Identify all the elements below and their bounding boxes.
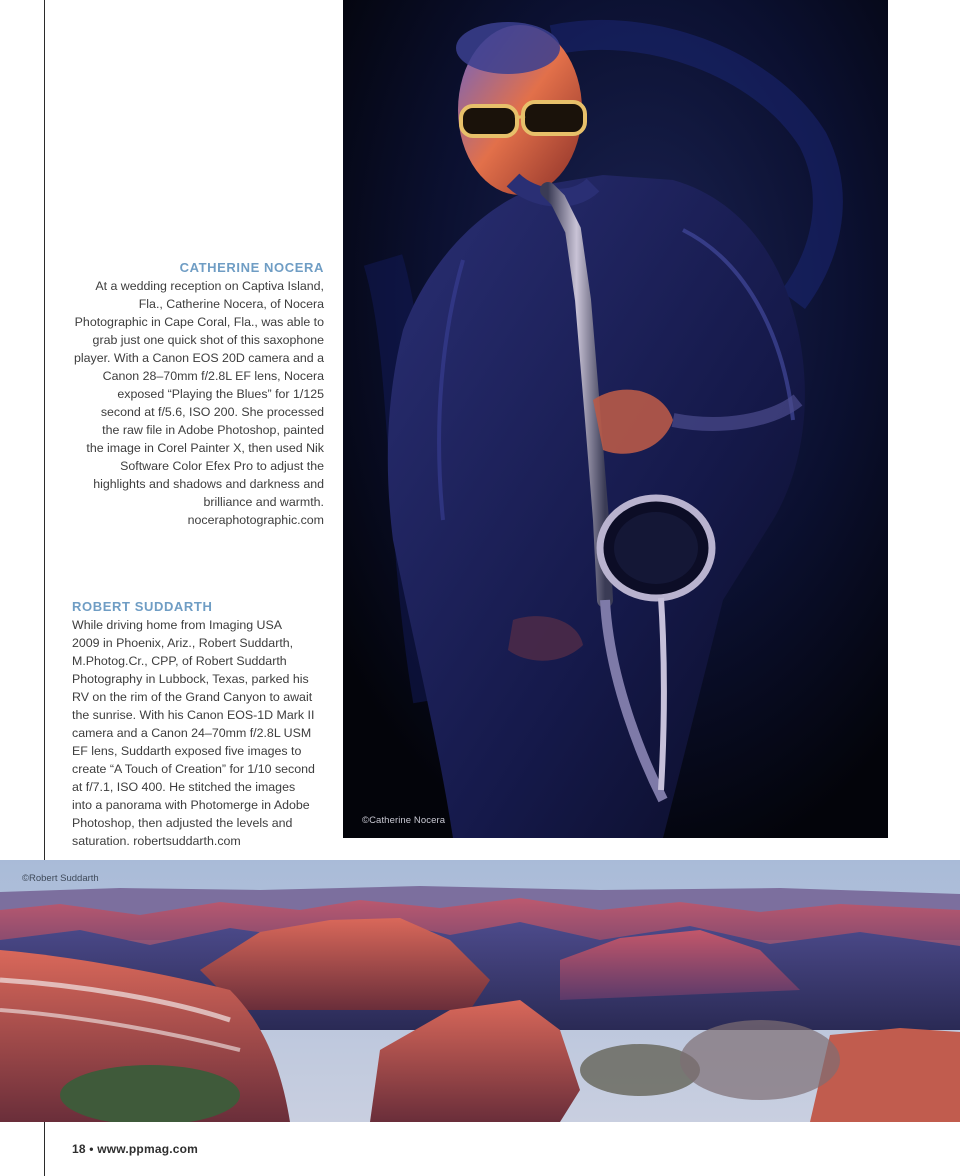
nocera-caption bbox=[62, 260, 324, 529]
text-line: Photography in Lubbock, Texas, parked his bbox=[72, 672, 309, 686]
text-line: M.Photog.Cr., CPP, of Robert Suddarth bbox=[72, 654, 287, 668]
text-line: Fla., Catherine Nocera, of Nocera bbox=[138, 297, 324, 311]
text-line: RV on the rim of the Grand Canyon to await bbox=[72, 690, 313, 704]
text-line: create “A Touch of Creation” for 1/10 second bbox=[72, 762, 315, 776]
text-line: saturation. robertsuddarth.com bbox=[72, 834, 241, 848]
text-line: at f/7.1, ISO 400. He stitched the images bbox=[72, 780, 296, 794]
text-line: brilliance and warmth. bbox=[203, 495, 324, 509]
saxophone-photo-credit: ©Catherine Nocera bbox=[362, 815, 446, 826]
canyon-photo-credit: ©Robert Suddarth bbox=[22, 873, 99, 884]
text-line: into a panorama with Photomerge in Adobe bbox=[72, 798, 310, 812]
text-line: grab just one quick shot of this saxophone bbox=[92, 333, 324, 347]
text-line: Photoshop, then adjusted the levels and bbox=[72, 816, 293, 830]
text-line: camera and a Canon 24–70mm f/2.8L USM bbox=[72, 726, 312, 740]
suddarth-caption bbox=[72, 599, 334, 850]
text-line: player. With a Canon EOS 20D camera and a bbox=[73, 351, 324, 365]
text-line: second at f/5.6, ISO 200. She processed bbox=[100, 405, 324, 419]
text-line: exposed “Playing the Blues” for 1/125 bbox=[117, 387, 324, 401]
page-footer: 18 • www.ppmag.com bbox=[72, 1142, 199, 1156]
grand-canyon-panorama-photo bbox=[0, 860, 960, 1122]
website-link[interactable]: noceraphotographic.com bbox=[187, 513, 324, 527]
suddarth-body bbox=[72, 616, 334, 850]
text-line: EF lens, Suddarth exposed five images to bbox=[72, 744, 302, 758]
text-line: At a wedding reception on Captiva Island, bbox=[95, 279, 324, 293]
text-line: the raw file in Adobe Photoshop, painted bbox=[102, 423, 324, 437]
text-line: Software Color Efex Pro to adjust the bbox=[120, 459, 324, 473]
nocera-heading: CATHERINE NOCERA bbox=[179, 260, 324, 275]
text-line: highlights and shadows and darkness and bbox=[93, 477, 324, 491]
text-line: the image in Corel Painter X, then used Nik bbox=[86, 441, 324, 455]
text-line: 2009 in Phoenix, Ariz., Robert Suddarth, bbox=[72, 636, 294, 650]
text-line: While driving home from Imaging USA bbox=[72, 618, 283, 632]
text-line: Canon 28–70mm f/2.8L EF lens, Nocera bbox=[102, 369, 324, 383]
saxophone-player-photo bbox=[343, 0, 888, 838]
text-line: the sunrise. With his Canon EOS-1D Mark II bbox=[72, 708, 315, 722]
suddarth-heading: ROBERT SUDDARTH bbox=[72, 599, 213, 614]
nocera-body bbox=[62, 277, 324, 529]
text-line: Photographic in Cape Coral, Fla., was able to bbox=[74, 315, 324, 329]
